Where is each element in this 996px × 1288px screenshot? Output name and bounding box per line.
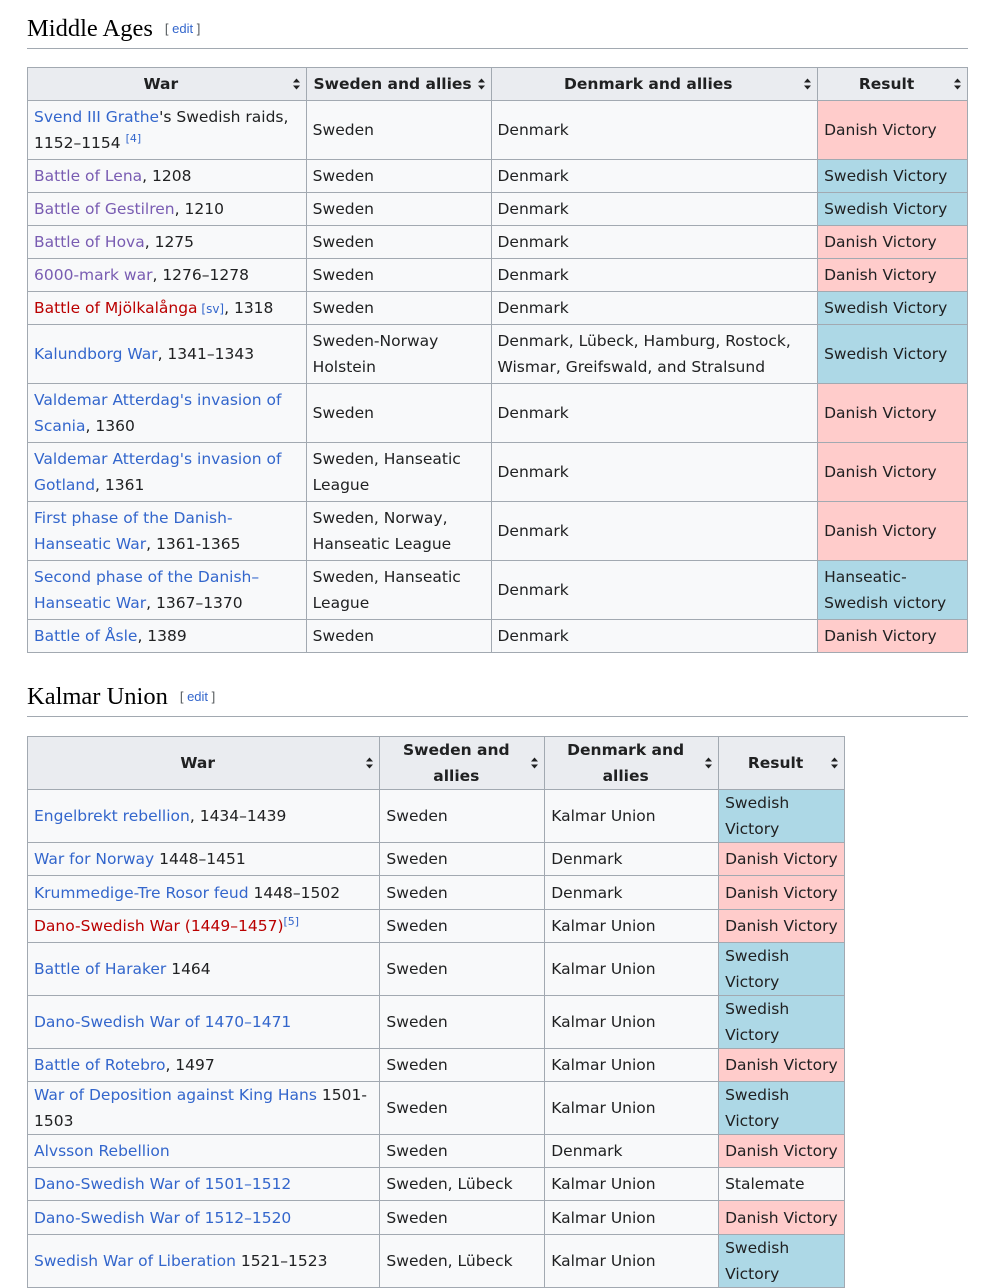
result-text: Danish Victory	[725, 883, 838, 902]
sweden-allies-cell	[380, 790, 545, 843]
war-cell	[28, 1135, 380, 1168]
column-header-war[interactable]	[28, 737, 380, 790]
denmark-allies-cell	[545, 996, 719, 1049]
denmark-allies-text: Kalmar Union	[551, 917, 656, 935]
table-row	[28, 443, 968, 502]
war-cell	[28, 843, 380, 876]
column-header-label: Result	[747, 754, 804, 772]
denmark-allies-cell	[491, 502, 818, 561]
result-cell	[719, 1082, 845, 1135]
result-cell	[719, 1168, 845, 1201]
sweden-allies-cell	[306, 325, 491, 384]
result-cell	[818, 620, 968, 653]
war-link[interactable]: Valdemar Atterdag's invasion of Gotland	[34, 450, 282, 494]
war-link[interactable]: First phase of the Danish-Hanseatic War	[34, 509, 233, 553]
war-cell	[28, 193, 307, 226]
denmark-allies-text: Denmark	[497, 266, 569, 284]
war-link[interactable]: Battle of Gestilren	[34, 200, 175, 218]
result-text: Swedish Victory	[824, 345, 948, 363]
table-row	[28, 160, 968, 193]
war-dates: , 1318	[224, 298, 274, 317]
war-cell	[28, 101, 307, 160]
sweden-allies-text: Sweden-Norway	[312, 332, 439, 350]
war-link[interactable]: Dano-Swedish War of 1470–1471	[34, 1013, 292, 1031]
result-cell	[719, 1235, 845, 1288]
sweden-allies-text: Sweden	[312, 167, 374, 185]
war-link[interactable]: Swedish War of Liberation	[34, 1252, 236, 1270]
war-cell	[28, 996, 380, 1049]
result-cell	[719, 1049, 845, 1082]
sweden-allies-cell	[306, 620, 491, 653]
sweden-allies-cell	[380, 943, 545, 996]
denmark-allies-cell	[491, 325, 818, 384]
sweden-allies-text: Sweden	[312, 266, 374, 284]
result-text: Danish Victory	[725, 1208, 838, 1227]
denmark-allies-text: Denmark	[551, 1142, 623, 1160]
denmark-allies-text: Denmark	[497, 522, 569, 540]
sweden-allies-text: Sweden	[386, 807, 448, 825]
war-link[interactable]: Dano-Swedish War (1449–1457)	[34, 917, 284, 935]
column-header-label: Denmark and allies	[567, 741, 685, 785]
column-header-denmark-allies[interactable]	[491, 68, 818, 101]
table-row	[28, 325, 968, 384]
sweden-allies-cell	[380, 1082, 545, 1135]
column-header-label: War	[143, 75, 179, 93]
sweden-allies-text: Sweden	[312, 121, 374, 139]
sweden-allies-text: Sweden, Lübeck	[386, 1175, 513, 1193]
sweden-allies-text: Holstein	[312, 358, 376, 376]
denmark-allies-cell	[545, 1135, 719, 1168]
denmark-allies-cell	[491, 561, 818, 620]
war-dates: 1501-1503	[34, 1086, 367, 1130]
denmark-allies-cell	[491, 384, 818, 443]
sweden-allies-cell	[306, 226, 491, 259]
section-heading-kalmar-union	[27, 682, 968, 717]
sort-arrows-icon[interactable]	[366, 758, 373, 769]
section-title: Kalmar Union	[27, 683, 168, 710]
table-row	[28, 790, 845, 843]
result-cell	[719, 910, 845, 943]
denmark-allies-cell	[545, 790, 719, 843]
denmark-allies-text: Denmark	[497, 200, 569, 218]
war-cell	[28, 160, 307, 193]
war-cell	[28, 790, 380, 843]
column-header-label: Sweden and allies	[403, 741, 510, 785]
table-header-row	[28, 68, 968, 101]
sweden-allies-text: Sweden	[312, 627, 374, 645]
reference-link[interactable]: [4]	[125, 132, 142, 145]
sort-arrows-icon[interactable]	[804, 79, 811, 90]
denmark-allies-text: Denmark	[497, 167, 569, 185]
sweden-allies-cell	[306, 193, 491, 226]
sweden-allies-cell	[380, 1168, 545, 1201]
table-row	[28, 1168, 845, 1201]
interwiki-link-wrap: [sv]	[197, 301, 225, 316]
war-cell	[28, 384, 307, 443]
denmark-allies-text: Denmark, Lübeck, Hamburg, Rostock, Wismar, Greifswald, and Stralsund	[497, 332, 791, 376]
war-dates: , 1361-1365	[146, 535, 241, 553]
sweden-allies-text: Sweden	[386, 883, 448, 902]
war-cell	[28, 502, 307, 561]
reference	[126, 132, 142, 145]
denmark-allies-cell	[491, 160, 818, 193]
result-cell	[719, 1201, 845, 1235]
war-dates: 1448–1502	[248, 883, 341, 902]
result-cell	[818, 193, 968, 226]
sweden-allies-text: Sweden, Hanseatic League	[312, 450, 461, 494]
result-text: Danish Victory	[824, 404, 937, 422]
war-dates: , 1361	[95, 476, 145, 494]
result-cell	[818, 226, 968, 259]
table-row	[28, 1201, 845, 1235]
sweden-allies-cell	[306, 443, 491, 502]
result-cell	[818, 292, 968, 325]
result-cell	[818, 325, 968, 384]
denmark-allies-text: Kalmar Union	[551, 1208, 656, 1227]
war-cell	[28, 1235, 380, 1288]
sweden-allies-text: Sweden	[386, 1142, 448, 1160]
denmark-allies-cell	[545, 876, 719, 910]
sweden-allies-text: Sweden	[312, 404, 374, 422]
reference	[284, 915, 300, 928]
result-cell	[719, 996, 845, 1049]
war-cell	[28, 226, 307, 259]
war-dates: , 1276–1278	[152, 266, 249, 284]
war-link[interactable]: Svend III Grathe	[34, 108, 160, 126]
denmark-allies-text: Denmark	[497, 463, 569, 481]
sweden-allies-cell	[380, 876, 545, 910]
denmark-allies-text: Kalmar Union	[551, 960, 656, 978]
sweden-allies-text: Sweden	[386, 1099, 448, 1117]
table-row	[28, 561, 968, 620]
denmark-allies-cell	[491, 193, 818, 226]
sort-arrows-icon[interactable]	[293, 79, 300, 90]
table-row	[28, 1049, 845, 1082]
table-row	[28, 502, 968, 561]
sweden-allies-text: Sweden	[312, 200, 374, 218]
middle-ages-table	[27, 67, 968, 653]
result-cell	[818, 384, 968, 443]
war-cell	[28, 1201, 380, 1235]
table-row	[28, 1235, 845, 1288]
war-link[interactable]: Alvsson Rebellion	[34, 1142, 170, 1160]
war-link[interactable]: War of Deposition against King Hans	[34, 1086, 317, 1104]
war-dates: 1448–1451	[154, 850, 246, 868]
sort-arrows-icon[interactable]	[705, 758, 712, 769]
sweden-allies-cell	[380, 1201, 545, 1235]
edit-section-link[interactable]: edit	[187, 689, 209, 704]
war-link[interactable]: Engelbrekt rebellion	[34, 807, 190, 825]
war-link[interactable]: Valdemar Atterdag's invasion of Scania	[34, 391, 282, 435]
table-row	[28, 193, 968, 226]
edit-section-link-wrap: [ edit ]	[179, 689, 216, 704]
denmark-allies-cell	[545, 1235, 719, 1288]
denmark-allies-text: Denmark	[497, 627, 569, 645]
sweden-allies-text: Sweden	[386, 960, 448, 978]
result-text: Danish Victory	[824, 522, 937, 540]
result-text: Danish Victory	[824, 233, 937, 251]
war-dates: , 1434–1439	[189, 807, 287, 825]
result-cell	[719, 1135, 845, 1168]
column-header-label: Sweden and allies	[313, 75, 472, 93]
result-cell	[719, 943, 845, 996]
sweden-allies-text: Sweden	[386, 917, 448, 935]
denmark-allies-text: Denmark	[497, 233, 569, 251]
denmark-allies-cell	[545, 910, 719, 943]
denmark-allies-cell	[491, 101, 818, 160]
denmark-allies-text: Kalmar Union	[551, 807, 656, 825]
result-text: Swedish Victory	[824, 167, 948, 185]
column-header-sweden-allies[interactable]	[380, 737, 545, 790]
column-header-sweden-allies[interactable]	[306, 68, 491, 101]
table-header-row	[28, 737, 845, 790]
war-cell	[28, 876, 380, 910]
result-text: Swedish Victory	[725, 1000, 790, 1044]
section-title: Middle Ages	[27, 15, 153, 42]
war-link[interactable]: Battle of Hova	[34, 233, 145, 251]
sort-arrows-icon[interactable]	[531, 758, 538, 769]
table-row	[28, 843, 845, 876]
war-cell	[28, 292, 307, 325]
denmark-allies-cell	[491, 292, 818, 325]
denmark-allies-cell	[491, 620, 818, 653]
war-cell	[28, 910, 380, 943]
sweden-allies-cell	[380, 1049, 545, 1082]
war-cell	[28, 259, 307, 292]
sort-arrows-icon[interactable]	[954, 79, 961, 90]
result-text: Swedish Victory	[824, 200, 948, 218]
result-text: Danish Victory	[824, 266, 937, 284]
war-link[interactable]: Dano-Swedish War of 1501–1512	[34, 1175, 292, 1193]
result-text: Danish Victory	[725, 1142, 838, 1160]
result-text: Swedish Victory	[725, 1086, 790, 1130]
result-cell	[818, 259, 968, 292]
war-cell	[28, 620, 307, 653]
edit-section-link[interactable]: edit	[172, 21, 194, 36]
war-cell	[28, 1049, 380, 1082]
war-dates: , 1360	[85, 417, 135, 435]
war-dates: , 1341–1343	[157, 345, 255, 363]
section-heading-middle-ages	[27, 14, 968, 49]
interwiki-link[interactable]: sv	[206, 301, 220, 316]
sweden-allies-cell	[306, 384, 491, 443]
table-row	[28, 384, 968, 443]
war-link[interactable]: Second phase of the Danish–Hanseatic War	[34, 568, 260, 612]
denmark-allies-cell	[491, 443, 818, 502]
sort-arrows-icon[interactable]	[831, 758, 838, 769]
result-text: Danish Victory	[824, 627, 937, 645]
war-dates: , 1367–1370	[146, 594, 243, 612]
result-cell	[818, 101, 968, 160]
war-dates: , 1208	[142, 167, 192, 185]
denmark-allies-text: Denmark	[497, 299, 569, 317]
war-cell	[28, 443, 307, 502]
column-header-war[interactable]	[28, 68, 307, 101]
result-text: Danish Victory	[725, 917, 838, 935]
war-link[interactable]: Battle of Åsle	[34, 627, 138, 645]
denmark-allies-cell	[545, 1201, 719, 1235]
sort-arrows-icon[interactable]	[478, 79, 485, 90]
war-cell	[28, 943, 380, 996]
denmark-allies-text: Kalmar Union	[551, 1013, 656, 1031]
sweden-allies-text: Sweden, Norway, Hanseatic League	[312, 509, 452, 553]
denmark-allies-text: Kalmar Union	[551, 1175, 656, 1193]
column-header-denmark-allies[interactable]	[545, 737, 719, 790]
denmark-allies-text: Denmark	[497, 121, 569, 139]
result-text: Swedish Victory	[824, 299, 948, 317]
result-cell	[719, 790, 845, 843]
column-header-label: Result	[858, 75, 915, 93]
sweden-allies-text: Sweden	[312, 299, 374, 317]
sweden-allies-text: Sweden	[386, 850, 448, 868]
sweden-allies-cell	[306, 502, 491, 561]
column-header-result[interactable]	[719, 737, 845, 790]
denmark-allies-cell	[545, 1082, 719, 1135]
war-link[interactable]: Krummedige-Tre Rosor feud	[34, 883, 249, 902]
war-link[interactable]: War for Norway	[34, 850, 155, 868]
war-cell	[28, 325, 307, 384]
result-cell	[719, 876, 845, 910]
war-cell	[28, 1168, 380, 1201]
war-cell	[28, 1082, 380, 1135]
column-header-label: War	[180, 754, 216, 772]
result-text: Danish Victory	[824, 121, 937, 139]
result-cell	[719, 843, 845, 876]
result-cell	[818, 502, 968, 561]
result-text: Stalemate	[725, 1175, 805, 1193]
sweden-allies-text: Sweden	[312, 233, 374, 251]
table-row	[28, 101, 968, 160]
result-text: Swedish Victory	[725, 794, 790, 838]
table-row	[28, 996, 845, 1049]
table-row	[28, 1082, 845, 1135]
denmark-allies-cell	[545, 843, 719, 876]
column-header-result[interactable]	[818, 68, 968, 101]
denmark-allies-cell	[491, 259, 818, 292]
war-link[interactable]: Kalundborg War	[34, 345, 158, 363]
table-row	[28, 1135, 845, 1168]
table-row	[28, 226, 968, 259]
denmark-allies-text: Denmark	[551, 850, 623, 868]
sweden-allies-cell	[306, 160, 491, 193]
edit-section-link-wrap: [ edit ]	[164, 21, 201, 36]
result-cell	[818, 160, 968, 193]
sweden-allies-cell	[306, 101, 491, 160]
sweden-allies-cell	[380, 996, 545, 1049]
denmark-allies-cell	[491, 226, 818, 259]
war-dates: , 1497	[165, 1056, 215, 1074]
denmark-allies-cell	[545, 1049, 719, 1082]
war-dates: , 1275	[144, 233, 195, 251]
result-text: Danish Victory	[824, 463, 937, 481]
war-link[interactable]: Battle of Rotebro	[34, 1056, 166, 1074]
table-row	[28, 876, 845, 910]
war-link[interactable]: Battle of Haraker	[34, 960, 167, 978]
sweden-allies-cell	[306, 561, 491, 620]
denmark-allies-text: Denmark	[551, 883, 623, 902]
result-text: Hanseatic-Swedish victory	[824, 568, 947, 612]
war-dates: 1464	[166, 960, 211, 978]
sweden-allies-text: Sweden, Lübeck	[386, 1252, 513, 1270]
table-row	[28, 259, 968, 292]
table-row	[28, 910, 845, 943]
war-link[interactable]: Dano-Swedish War of 1512–1520	[34, 1208, 292, 1227]
sweden-allies-text: Sweden	[386, 1056, 448, 1074]
war-dates: , 1210	[174, 200, 224, 218]
denmark-allies-text: Kalmar Union	[551, 1099, 656, 1117]
sweden-allies-cell	[306, 292, 491, 325]
result-cell	[818, 443, 968, 502]
reference-link[interactable]: [5]	[283, 915, 300, 928]
sweden-allies-text: Sweden	[386, 1208, 448, 1227]
column-header-label: Denmark and allies	[564, 75, 733, 93]
denmark-allies-text: Kalmar Union	[551, 1252, 656, 1270]
result-text: Danish Victory	[725, 1056, 838, 1074]
result-text: Swedish Victory	[725, 1239, 790, 1283]
war-link[interactable]: 6000-mark war	[34, 266, 153, 284]
sweden-allies-cell	[380, 1135, 545, 1168]
denmark-allies-text: Kalmar Union	[551, 1056, 656, 1074]
result-cell	[818, 561, 968, 620]
kalmar-union-table	[27, 736, 845, 1288]
table-row	[28, 292, 968, 325]
denmark-allies-cell	[545, 943, 719, 996]
denmark-allies-cell	[545, 1168, 719, 1201]
sweden-allies-cell	[380, 843, 545, 876]
war-link[interactable]: Battle of Lena	[34, 167, 143, 185]
sweden-allies-cell	[306, 259, 491, 292]
result-text: Swedish Victory	[725, 947, 790, 991]
sweden-allies-text: Sweden, Hanseatic League	[312, 568, 461, 612]
sweden-allies-text: Sweden	[386, 1013, 448, 1031]
result-text: Danish Victory	[725, 850, 838, 868]
sweden-allies-cell	[380, 1235, 545, 1288]
denmark-allies-text: Denmark	[497, 581, 569, 599]
table-row	[28, 943, 845, 996]
denmark-allies-text: Denmark	[497, 404, 569, 422]
table-row	[28, 620, 968, 653]
sweden-allies-cell	[380, 910, 545, 943]
war-dates: , 1389	[137, 627, 187, 645]
war-cell	[28, 561, 307, 620]
war-link[interactable]: Battle of Mjölkalånga	[34, 298, 198, 317]
war-dates: 1521–1523	[235, 1252, 328, 1270]
war-dates: 's Swedish raids, 1152–1154	[34, 108, 289, 152]
